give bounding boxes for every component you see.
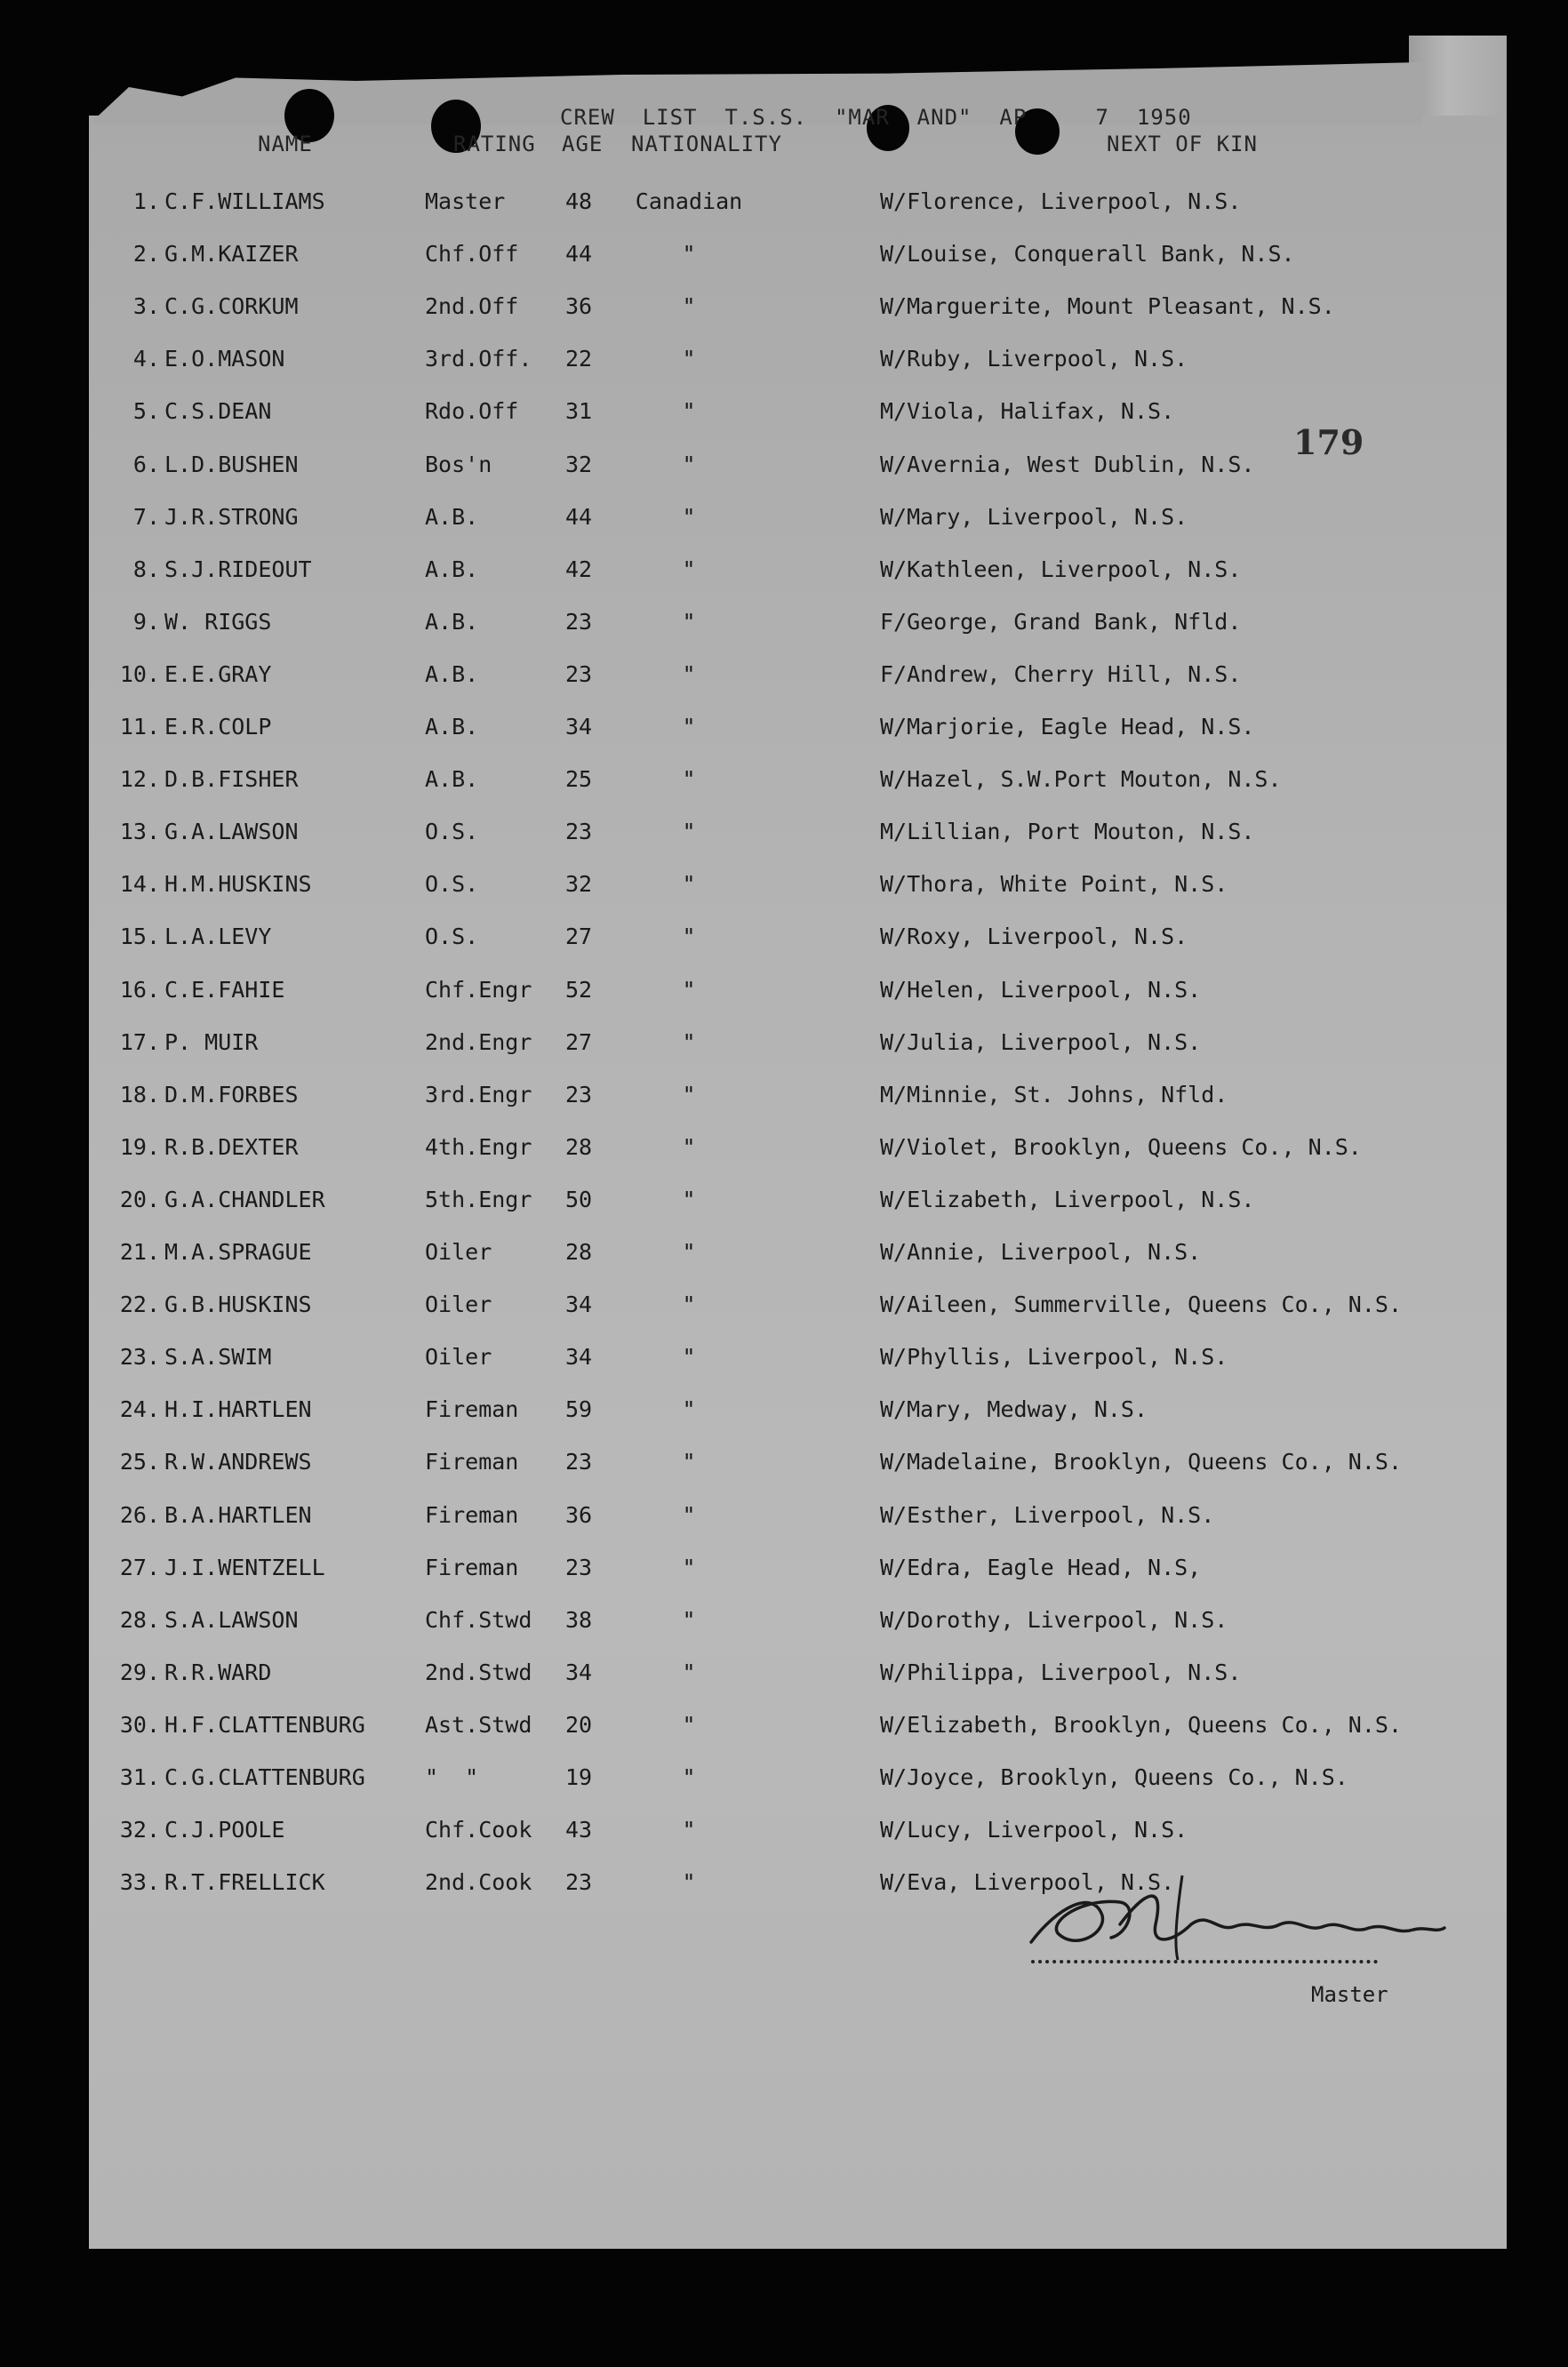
crew-next-of-kin: W/Phyllis, Liverpool, N.S.: [880, 1344, 1228, 1370]
crew-nationality: ": [682, 819, 696, 844]
crew-nationality: ": [682, 398, 696, 424]
crew-name: G.M.KAIZER: [164, 241, 299, 267]
row-number: 7.: [132, 504, 160, 530]
crew-rating: O.S.: [425, 871, 479, 897]
crew-nationality: ": [682, 241, 696, 267]
signature-image: [1022, 1871, 1449, 1969]
crew-age: 32: [565, 871, 593, 897]
crew-rating: A.B.: [425, 661, 479, 687]
crew-next-of-kin: W/Edra, Eagle Head, N.S,: [880, 1555, 1202, 1580]
crew-next-of-kin: W/Roxy, Liverpool, N.S.: [880, 924, 1188, 949]
crew-age: 50: [565, 1187, 593, 1212]
crew-name: E.R.COLP: [164, 714, 272, 740]
crew-next-of-kin: F/George, Grand Bank, Nfld.: [880, 609, 1242, 635]
crew-name: J.R.STRONG: [164, 504, 299, 530]
crew-rating: A.B.: [425, 609, 479, 635]
row-number: 31.: [119, 1764, 160, 1790]
crew-nationality: ": [682, 1869, 696, 1895]
crew-age: 34: [565, 1344, 593, 1370]
row-number: 6.: [132, 452, 160, 477]
document-title: CREW LIST T.S.S. "MAR AND" AP 7 1950: [560, 105, 1192, 130]
crew-next-of-kin: M/Minnie, St. Johns, Nfld.: [880, 1082, 1228, 1108]
crew-name: C.J.POOLE: [164, 1817, 285, 1843]
crew-rating: Chf.Stwd: [425, 1607, 532, 1633]
crew-rating: 2nd.Stwd: [425, 1659, 532, 1685]
crew-age: 34: [565, 1659, 593, 1685]
row-number: 25.: [119, 1449, 160, 1475]
crew-next-of-kin: W/Elizabeth, Liverpool, N.S.: [880, 1187, 1255, 1212]
crew-rating: A.B.: [425, 714, 479, 740]
crew-age: 28: [565, 1239, 593, 1265]
crew-age: 31: [565, 398, 593, 424]
crew-next-of-kin: W/Eva, Liverpool, N.S.: [880, 1869, 1175, 1895]
crew-name: R.R.WARD: [164, 1659, 272, 1685]
crew-next-of-kin: W/Dorothy, Liverpool, N.S.: [880, 1607, 1228, 1633]
crew-rating: Oiler: [425, 1239, 492, 1265]
crew-name: G.A.CHANDLER: [164, 1187, 325, 1212]
crew-name: C.F.WILLIAMS: [164, 188, 325, 214]
crew-age: 34: [565, 714, 593, 740]
crew-name: P. MUIR: [164, 1029, 259, 1055]
crew-rating: Chf.Cook: [425, 1817, 532, 1843]
row-number: 15.: [119, 924, 160, 949]
crew-age: 32: [565, 452, 593, 477]
crew-nationality: ": [682, 556, 696, 582]
crew-nationality: ": [682, 714, 696, 740]
row-number: 10.: [119, 661, 160, 687]
row-number: 27.: [119, 1555, 160, 1580]
crew-name: H.F.CLATTENBURG: [164, 1712, 365, 1738]
crew-rating: Fireman: [425, 1449, 519, 1475]
crew-next-of-kin: W/Kathleen, Liverpool, N.S.: [880, 556, 1242, 582]
crew-rating: A.B.: [425, 556, 479, 582]
crew-nationality: ": [682, 1712, 696, 1738]
crew-nationality: ": [682, 1607, 696, 1633]
crew-nationality: ": [682, 1187, 696, 1212]
crew-name: H.M.HUSKINS: [164, 871, 312, 897]
crew-name: H.I.HARTLEN: [164, 1396, 312, 1422]
crew-nationality: ": [682, 452, 696, 477]
row-number: 20.: [119, 1187, 160, 1212]
crew-age: 27: [565, 1029, 593, 1055]
crew-age: 48: [565, 188, 593, 214]
crew-rating: O.S.: [425, 819, 479, 844]
row-number: 21.: [119, 1239, 160, 1265]
crew-nationality: ": [682, 1291, 696, 1317]
crew-nationality: ": [682, 766, 696, 792]
crew-nationality: ": [682, 1082, 696, 1108]
crew-nationality: ": [682, 977, 696, 1003]
crew-age: 23: [565, 1449, 593, 1475]
crew-age: 52: [565, 977, 593, 1003]
crew-next-of-kin: W/Joyce, Brooklyn, Queens Co., N.S.: [880, 1764, 1348, 1790]
row-number: 18.: [119, 1082, 160, 1108]
crew-next-of-kin: W/Lucy, Liverpool, N.S.: [880, 1817, 1188, 1843]
crew-age: 34: [565, 1291, 593, 1317]
crew-nationality: ": [682, 1764, 696, 1790]
row-number: 26.: [119, 1502, 160, 1528]
row-number: 29.: [119, 1659, 160, 1685]
row-number: 17.: [119, 1029, 160, 1055]
row-number: 33.: [119, 1869, 160, 1895]
crew-rating: Bos'n: [425, 452, 492, 477]
row-number: 28.: [119, 1607, 160, 1633]
crew-rating: Ast.Stwd: [425, 1712, 532, 1738]
crew-rating: " ": [425, 1764, 479, 1790]
crew-next-of-kin: W/Julia, Liverpool, N.S.: [880, 1029, 1202, 1055]
crew-next-of-kin: F/Andrew, Cherry Hill, N.S.: [880, 661, 1242, 687]
crew-next-of-kin: W/Annie, Liverpool, N.S.: [880, 1239, 1202, 1265]
crew-nationality: ": [682, 1134, 696, 1160]
crew-name: R.T.FRELLICK: [164, 1869, 325, 1895]
crew-age: 42: [565, 556, 593, 582]
row-number: 2.: [132, 241, 160, 267]
crew-age: 27: [565, 924, 593, 949]
crew-name: S.A.LAWSON: [164, 1607, 299, 1633]
crew-next-of-kin: W/Louise, Conquerall Bank, N.S.: [880, 241, 1295, 267]
crew-age: 38: [565, 1607, 593, 1633]
column-header-name: NAME: [258, 132, 313, 156]
crew-name: D.M.FORBES: [164, 1082, 299, 1108]
crew-rating: Master: [425, 188, 506, 214]
row-number: 12.: [119, 766, 160, 792]
crew-age: 23: [565, 1869, 593, 1895]
crew-name: L.D.BUSHEN: [164, 452, 299, 477]
row-number: 3.: [132, 293, 160, 319]
crew-name: G.A.LAWSON: [164, 819, 299, 844]
crew-name: W. RIGGS: [164, 609, 272, 635]
crew-age: 44: [565, 241, 593, 267]
crew-next-of-kin: W/Mary, Medway, N.S.: [880, 1396, 1148, 1422]
row-number: 19.: [119, 1134, 160, 1160]
crew-nationality: ": [682, 1396, 696, 1422]
crew-name: S.J.RIDEOUT: [164, 556, 312, 582]
crew-next-of-kin: W/Philippa, Liverpool, N.S.: [880, 1659, 1242, 1685]
crew-name: B.A.HARTLEN: [164, 1502, 312, 1528]
crew-nationality: ": [682, 1555, 696, 1580]
crew-next-of-kin: W/Marjorie, Eagle Head, N.S.: [880, 714, 1255, 740]
crew-rating: 2nd.Cook: [425, 1869, 532, 1895]
row-number: 30.: [119, 1712, 160, 1738]
crew-next-of-kin: W/Marguerite, Mount Pleasant, N.S.: [880, 293, 1335, 319]
crew-age: 23: [565, 1082, 593, 1108]
crew-next-of-kin: W/Helen, Liverpool, N.S.: [880, 977, 1202, 1003]
crew-name: G.B.HUSKINS: [164, 1291, 312, 1317]
crew-rating: Oiler: [425, 1291, 492, 1317]
crew-name: C.G.CORKUM: [164, 293, 299, 319]
crew-nationality: ": [682, 1502, 696, 1528]
crew-age: 19: [565, 1764, 593, 1790]
crew-next-of-kin: W/Aileen, Summerville, Queens Co., N.S.: [880, 1291, 1402, 1317]
crew-rating: Fireman: [425, 1502, 519, 1528]
crew-next-of-kin: W/Florence, Liverpool, N.S.: [880, 188, 1242, 214]
crew-age: 22: [565, 346, 593, 372]
crew-name: L.A.LEVY: [164, 924, 272, 949]
crew-next-of-kin: W/Hazel, S.W.Port Mouton, N.S.: [880, 766, 1282, 792]
crew-rating: Fireman: [425, 1555, 519, 1580]
crew-name: S.A.SWIM: [164, 1344, 272, 1370]
crew-name: C.G.CLATTENBURG: [164, 1764, 365, 1790]
crew-next-of-kin: W/Madelaine, Brooklyn, Queens Co., N.S.: [880, 1449, 1402, 1475]
row-number: 8.: [132, 556, 160, 582]
crew-nationality: ": [682, 924, 696, 949]
crew-rating: 5th.Engr: [425, 1187, 532, 1212]
crew-next-of-kin: W/Thora, White Point, N.S.: [880, 871, 1228, 897]
crew-rating: Chf.Engr: [425, 977, 532, 1003]
crew-age: 23: [565, 1555, 593, 1580]
crew-next-of-kin: W/Elizabeth, Brooklyn, Queens Co., N.S.: [880, 1712, 1402, 1738]
crew-next-of-kin: M/Lillian, Port Mouton, N.S.: [880, 819, 1255, 844]
crew-nationality: Canadian: [635, 188, 743, 214]
signature-line: [1031, 1960, 1378, 1963]
crew-rating: 2nd.Engr: [425, 1029, 532, 1055]
crew-nationality: ": [682, 1344, 696, 1370]
crew-rating: 2nd.Off: [425, 293, 519, 319]
row-number: 32.: [119, 1817, 160, 1843]
crew-nationality: ": [682, 346, 696, 372]
crew-name: R.W.ANDREWS: [164, 1449, 312, 1475]
crew-age: 44: [565, 504, 593, 530]
crew-next-of-kin: M/Viola, Halifax, N.S.: [880, 398, 1175, 424]
crew-nationality: ": [682, 609, 696, 635]
crew-rating: Fireman: [425, 1396, 519, 1422]
row-number: 23.: [119, 1344, 160, 1370]
column-header-nationality: NATIONALITY: [631, 132, 782, 156]
row-number: 4.: [132, 346, 160, 372]
crew-name: D.B.FISHER: [164, 766, 299, 792]
crew-name: R.B.DEXTER: [164, 1134, 299, 1160]
signature-title: Master: [1311, 1982, 1388, 2007]
crew-rating: A.B.: [425, 504, 479, 530]
crew-nationality: ": [682, 504, 696, 530]
crew-age: 28: [565, 1134, 593, 1160]
crew-rating: 4th.Engr: [425, 1134, 532, 1160]
crew-nationality: ": [682, 1817, 696, 1843]
crew-rating: 3rd.Off.: [425, 346, 532, 372]
crew-name: J.I.WENTZELL: [164, 1555, 325, 1580]
crew-age: 23: [565, 661, 593, 687]
crew-rating: Rdo.Off: [425, 398, 519, 424]
crew-age: 43: [565, 1817, 593, 1843]
crew-next-of-kin: W/Esther, Liverpool, N.S.: [880, 1502, 1215, 1528]
crew-age: 36: [565, 293, 593, 319]
crew-rating: Oiler: [425, 1344, 492, 1370]
page-stamp-number: 179: [1293, 422, 1364, 462]
crew-rating: Chf.Off: [425, 241, 519, 267]
crew-nationality: ": [682, 1449, 696, 1475]
row-number: 13.: [119, 819, 160, 844]
crew-name: C.E.FAHIE: [164, 977, 285, 1003]
crew-name: M.A.SPRAGUE: [164, 1239, 312, 1265]
crew-rating: O.S.: [425, 924, 479, 949]
row-number: 22.: [119, 1291, 160, 1317]
crew-age: 23: [565, 609, 593, 635]
column-header-next-of-kin: NEXT OF KIN: [1107, 132, 1258, 156]
crew-name: E.O.MASON: [164, 346, 285, 372]
crew-name: C.S.DEAN: [164, 398, 272, 424]
crew-nationality: ": [682, 871, 696, 897]
crew-nationality: ": [682, 1239, 696, 1265]
row-number: 14.: [119, 871, 160, 897]
crew-nationality: ": [682, 293, 696, 319]
crew-next-of-kin: W/Violet, Brooklyn, Queens Co., N.S.: [880, 1134, 1362, 1160]
crew-age: 20: [565, 1712, 593, 1738]
column-header-age: AGE: [562, 132, 604, 156]
crew-age: 25: [565, 766, 593, 792]
crew-next-of-kin: W/Mary, Liverpool, N.S.: [880, 504, 1188, 530]
crew-next-of-kin: W/Avernia, West Dublin, N.S.: [880, 452, 1255, 477]
crew-next-of-kin: W/Ruby, Liverpool, N.S.: [880, 346, 1188, 372]
column-header-rating: RATING: [453, 132, 536, 156]
crew-age: 59: [565, 1396, 593, 1422]
crew-age: 36: [565, 1502, 593, 1528]
crew-nationality: ": [682, 1659, 696, 1685]
row-number: 24.: [119, 1396, 160, 1422]
crew-nationality: ": [682, 661, 696, 687]
crew-rating: A.B.: [425, 766, 479, 792]
row-number: 1.: [132, 188, 160, 214]
row-number: 11.: [119, 714, 160, 740]
crew-rating: 3rd.Engr: [425, 1082, 532, 1108]
row-number: 9.: [132, 609, 160, 635]
row-number: 16.: [119, 977, 160, 1003]
crew-nationality: ": [682, 1029, 696, 1055]
crew-age: 23: [565, 819, 593, 844]
crew-name: E.E.GRAY: [164, 661, 272, 687]
row-number: 5.: [132, 398, 160, 424]
